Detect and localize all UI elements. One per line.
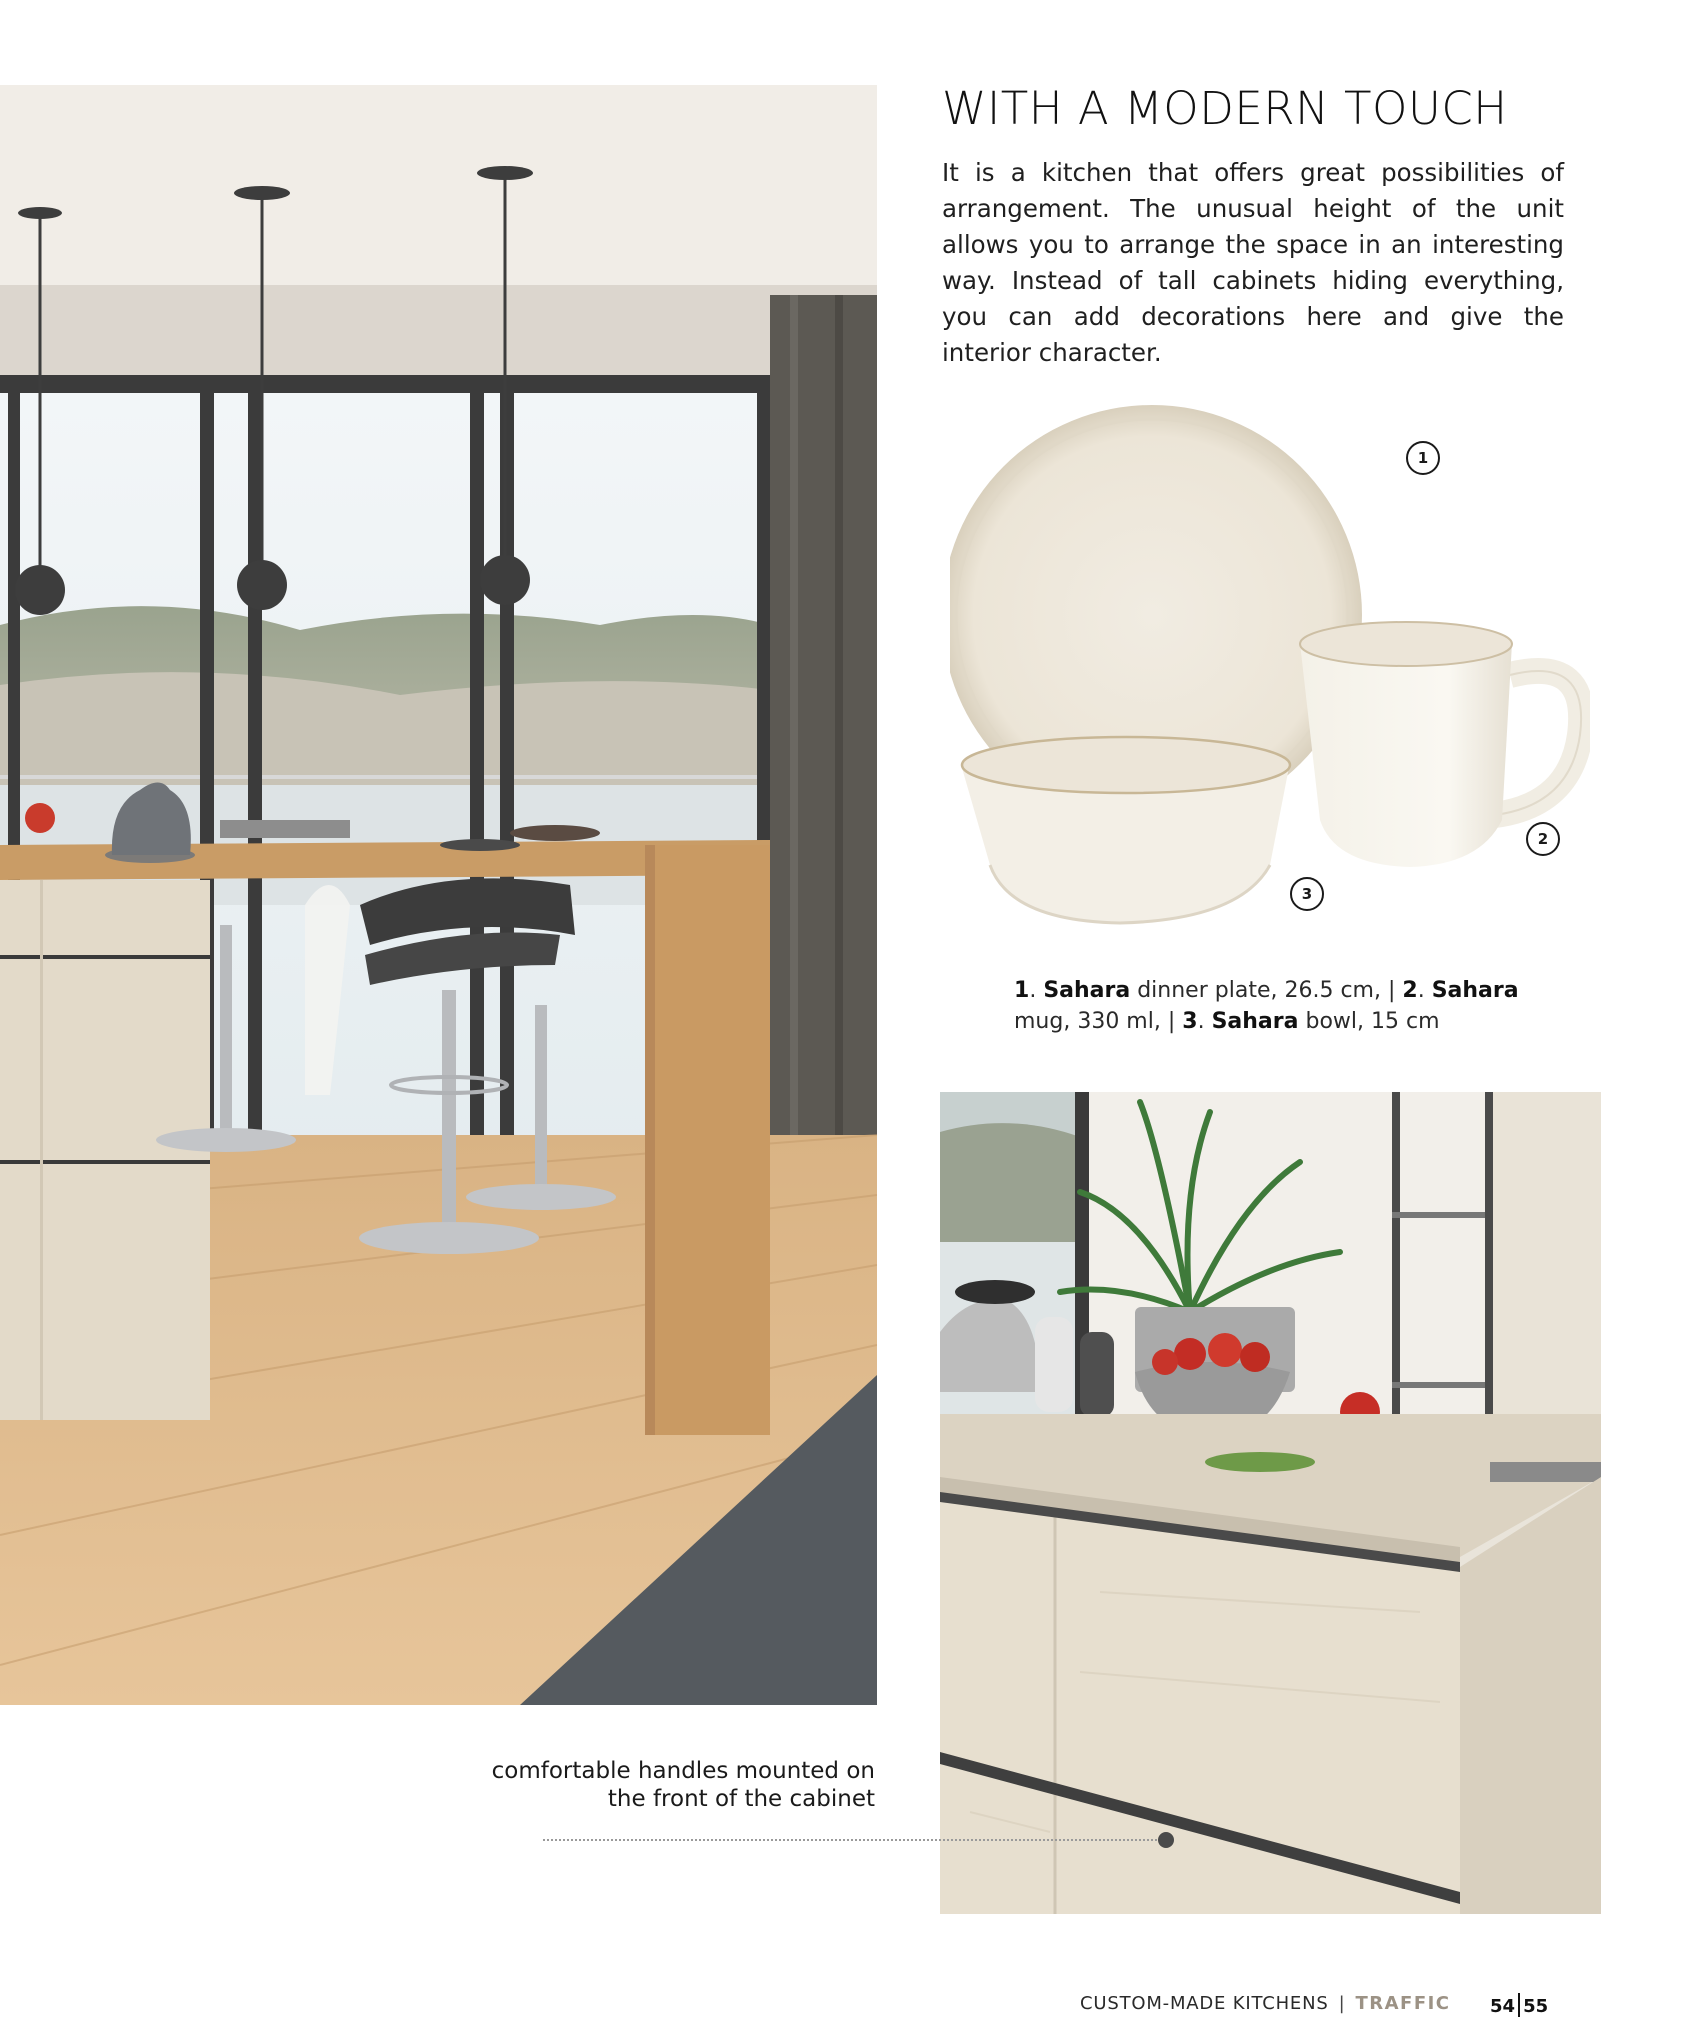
caption-item2-name: Sahara xyxy=(1431,978,1519,1003)
caption-item2-desc: mug, 330 ml, | xyxy=(1014,1009,1176,1034)
product-caption: 1. Sahara dinner plate, 26.5 cm, | 2. Sahara mug, 330 ml, | 3. Sahara bowl, 15 cm xyxy=(1014,978,1519,1034)
caption-item2-number: 2 xyxy=(1402,978,1418,1003)
caption-item3-number: 3 xyxy=(1182,1009,1198,1034)
handles-annotation-line2: the front of the cabinet xyxy=(607,1786,875,1812)
kitchen-island-illustration xyxy=(0,85,877,1705)
caption-item1-name: Sahara xyxy=(1043,978,1131,1003)
tableware-product-photo xyxy=(950,395,1590,935)
section-heading: WITH A MODERN TOUCH xyxy=(942,82,1508,135)
product-number-badge: 1 xyxy=(1406,441,1440,475)
product-number-badge: 2 xyxy=(1526,822,1560,856)
caption-item1-desc: dinner plate, 26.5 cm, | xyxy=(1137,978,1396,1003)
caption-item3-name: Sahara xyxy=(1211,1009,1299,1034)
footer-brand: TRAFFIC xyxy=(1355,1993,1451,2014)
handles-annotation xyxy=(420,1757,875,1813)
caption-item1-number: 1 xyxy=(1014,978,1030,1003)
caption-item3-desc: bowl, 15 cm xyxy=(1305,1009,1440,1034)
page-footer xyxy=(1080,1993,1550,2023)
annotation-pointer-dot xyxy=(1158,1832,1174,1848)
footer-section-name: CUSTOM-MADE KITCHENS xyxy=(1080,1993,1329,2014)
sahara-tableware-illustration xyxy=(950,395,1590,935)
page-number-right: 55 xyxy=(1523,1996,1549,2017)
footer-divider: | xyxy=(1338,1993,1346,2014)
handles-annotation-line1: comfortable handles mounted on xyxy=(491,1758,875,1784)
page-number-left: 54 xyxy=(1490,1996,1516,2017)
page-numbers xyxy=(1490,1993,1548,2017)
intro-paragraph: It is a kitchen that offers great possibilities of arrangement. The unusual height of the unit allows you to arrange the space in an interesting way. Instead of tall cabinets hiding everything, you can add decorations here and give the interior character. xyxy=(942,158,1564,367)
page-number-separator xyxy=(1518,1993,1520,2017)
product-number-badge: 3 xyxy=(1290,877,1324,911)
annotation-leader-line xyxy=(543,1839,1165,1841)
cabinet-handles-illustration xyxy=(940,1092,1601,1914)
kitchen-hero-photo xyxy=(0,85,877,1705)
cabinet-detail-photo xyxy=(940,1092,1601,1914)
